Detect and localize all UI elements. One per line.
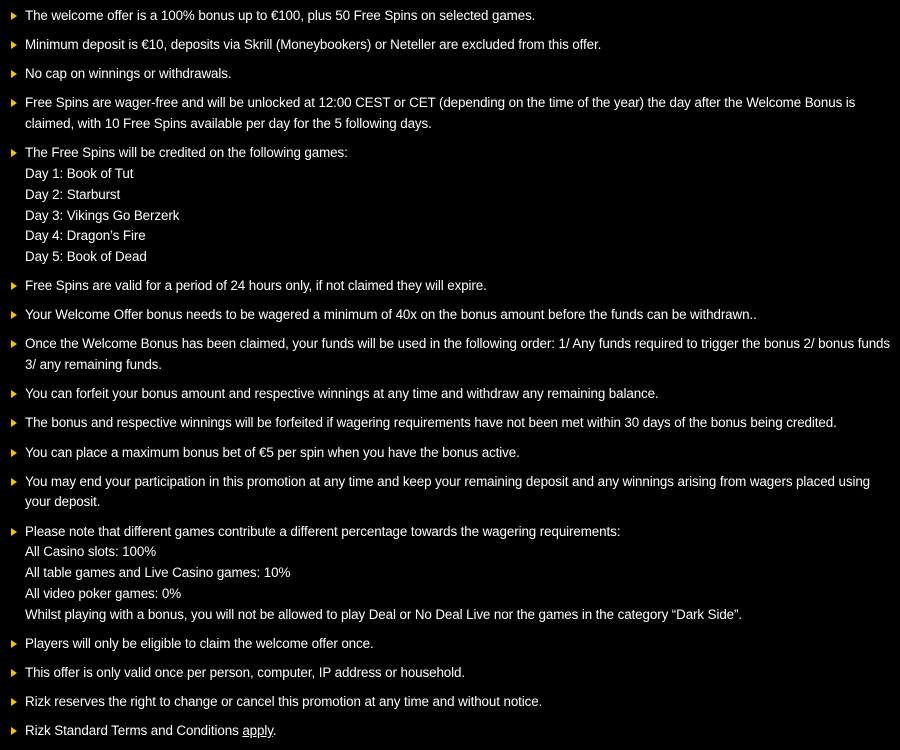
term-item	[0, 276, 900, 297]
triangle-right-icon	[11, 669, 17, 677]
term-subline: All table games and Live Casino games: 10%	[25, 565, 291, 581]
terms-prefix-text: Rizk Standard Terms and Conditions	[25, 723, 243, 739]
term-item	[0, 143, 900, 268]
term-subline: Whilst playing with a bonus, you will not be allowed to play Deal or No Deal Live nor the games in the category “Dark Side”.	[25, 606, 743, 622]
term-item	[0, 64, 900, 85]
term-subline: Day 4: Dragon’s Fire	[25, 228, 146, 244]
triangle-right-icon	[11, 528, 17, 536]
triangle-right-icon	[11, 149, 17, 157]
term-text: The Free Spins will be credited on the following games:	[25, 145, 348, 161]
term-text	[25, 721, 898, 742]
term-subline: Day 5: Book of Dead	[25, 249, 147, 265]
term-item	[0, 93, 900, 135]
term-subline: Day 3: Vikings Go Berzerk	[25, 207, 180, 223]
triangle-right-icon	[11, 727, 17, 735]
term-text: Players will only be eligible to claim the welcome offer once.	[25, 635, 374, 651]
term-item	[0, 305, 900, 326]
triangle-right-icon	[11, 12, 17, 20]
term-item	[0, 472, 900, 514]
term-text: You can place a maximum bonus bet of €5 per spin when you have the bonus active.	[25, 444, 520, 460]
triangle-right-icon	[11, 99, 17, 107]
term-text: Rizk reserves the right to change or cancel this promotion at any time and without notice.	[25, 693, 543, 709]
triangle-right-icon	[11, 70, 17, 78]
triangle-right-icon	[11, 311, 17, 319]
term-text: Minimum deposit is €10, deposits via Skrill (Moneybookers) or Neteller are excluded from this offer.	[25, 37, 602, 53]
term-text: You may end your participation in this promotion at any time and keep your remaining deposit and any winnings arising from wagers placed using your deposit.	[25, 473, 871, 510]
term-text: The bonus and respective winnings will be forfeited if wagering requirements have not been met within 30 days of the bonus being credited.	[25, 415, 837, 431]
term-text: You can forfeit your bonus amount and respective winnings at any time and withdraw any remaining balance.	[25, 386, 659, 402]
term-text: The welcome offer is a 100% bonus up to €100, plus 50 Free Spins on selected games.	[25, 8, 536, 23]
term-item	[0, 334, 900, 376]
term-text: Once the Welcome Bonus has been claimed, your funds will be used in the following order: 1/ Any funds required to trigger the bonus 2/ bonus funds 3/ any remaining funds.	[25, 336, 890, 373]
term-item	[0, 721, 900, 742]
term-item	[0, 663, 900, 684]
term-text: This offer is only valid once per person, computer, IP address or household.	[25, 664, 465, 680]
term-item	[0, 35, 900, 56]
term-text: Free Spins are wager-free and will be unlocked at 12:00 CEST or CET (depending on the time of the year) the day after the Welcome Bonus is claimed, with 10 Free Spins available per day for the 5 following days.	[25, 95, 856, 132]
term-text: Free Spins are valid for a period of 24 hours only, if not claimed they will expire.	[25, 278, 487, 294]
triangle-right-icon	[11, 640, 17, 648]
term-text: Please note that different games contribute a different percentage towards the wagering requirements:	[25, 523, 621, 539]
term-subline: All Casino slots: 100%	[25, 544, 157, 560]
triangle-right-icon	[11, 449, 17, 457]
term-item	[0, 692, 900, 713]
terms-conditions-link[interactable]: apply	[242, 723, 273, 739]
term-item	[0, 384, 900, 405]
triangle-right-icon	[11, 282, 17, 290]
term-subline: Day 2: Starburst	[25, 186, 121, 202]
triangle-right-icon	[11, 478, 17, 486]
terms-suffix-text: .	[272, 723, 277, 739]
term-item	[0, 6, 900, 27]
triangle-right-icon	[11, 390, 17, 398]
term-item	[0, 634, 900, 655]
term-subline: Day 1: Book of Tut	[25, 165, 134, 181]
triangle-right-icon	[11, 698, 17, 706]
triangle-right-icon	[11, 340, 17, 348]
term-item	[0, 443, 900, 464]
term-text: No cap on winnings or withdrawals.	[25, 66, 232, 82]
term-item	[0, 413, 900, 434]
triangle-right-icon	[11, 41, 17, 49]
term-text: Your Welcome Offer bonus needs to be wagered a minimum of 40x on the bonus amount before the funds can be withdrawn..	[25, 307, 757, 323]
term-subline: All video poker games: 0%	[25, 585, 182, 601]
term-item	[0, 522, 900, 626]
triangle-right-icon	[11, 419, 17, 427]
